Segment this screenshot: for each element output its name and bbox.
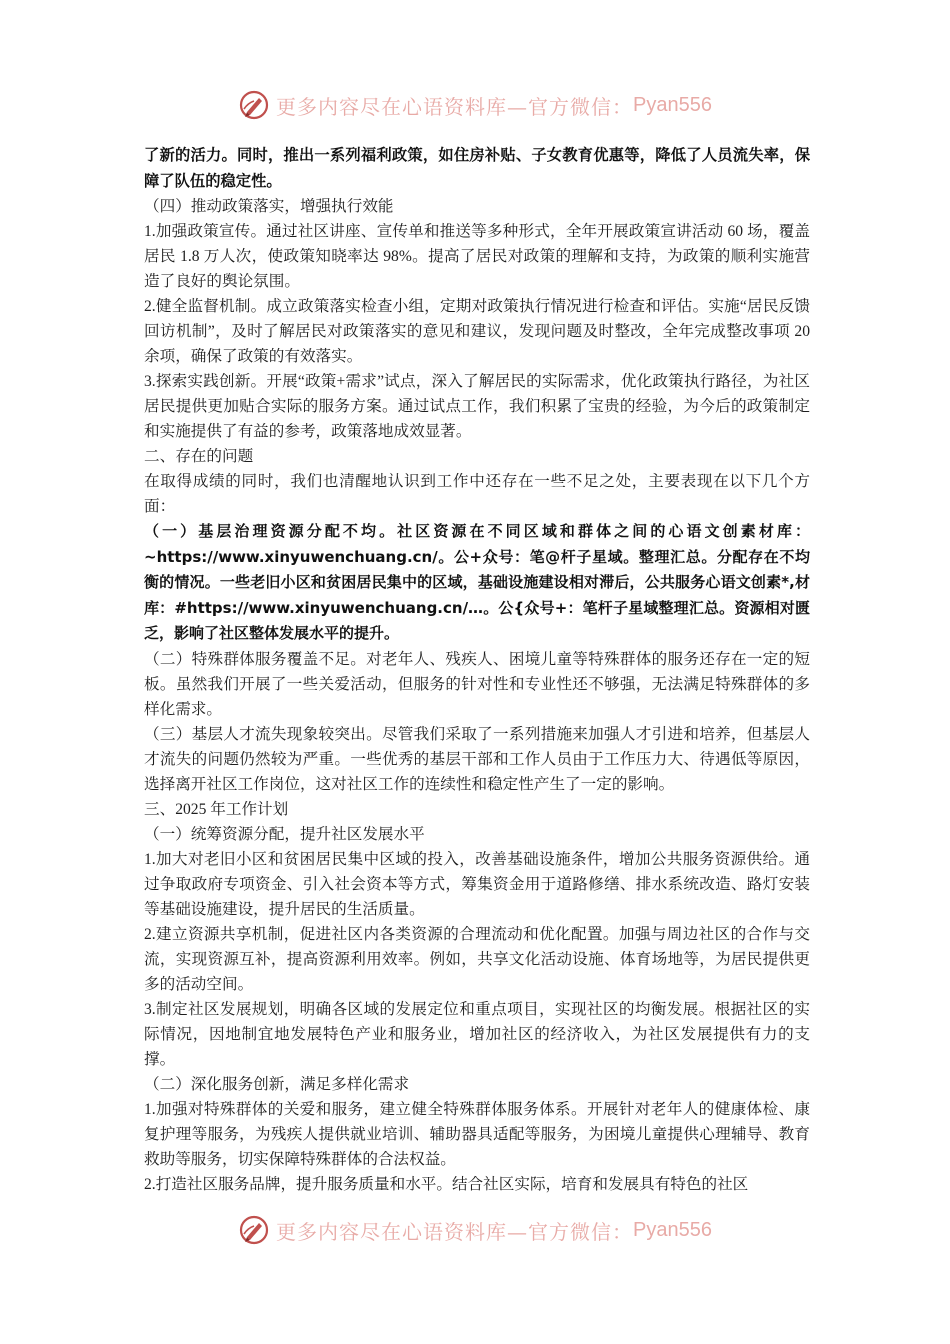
paragraph: （二）特殊群体服务覆盖不足。对老年人、残疾人、困境儿童等特殊群体的服务还存在一定的短板。虽然我们开展了一些关爱活动，但服务的针对性和专业性还不够强，无法满足特殊群体的多样化需求。 [144,650,810,718]
paragraph: 1.加大对老旧小区和贫困居民集中区域的投入，改善基础设施条件，增加公共服务资源供给。通过争取政府专项资金、引入社会资本等方式，筹集资金用于道路修缮、排水系统改造、路灯安装等基础设施建设，提升居民的生活质量。 [144,850,810,918]
paragraph: 3.制定社区发展规划，明确各区域的发展定位和重点项目，实现社区的均衡发展。根据社区的实际情况，因地制宜地发展特色产业和服务业，增加社区的经济收入，为社区发展提供有力的支撑。 [144,1000,810,1068]
paragraph: 在取得成绩的同时，我们也清醒地认识到工作中还存在一些不足之处，主要表现在以下几个方面： [144,473,810,515]
section-heading: （四）推动政策落实，增强执行效能 [144,198,394,215]
banner-wechat-id: Pyan556 [633,1218,712,1241]
section-heading: 二、存在的问题 [144,448,254,465]
paragraph: 2.建立资源共享机制，促进社区内各类资源的合理流动和优化配置。加强与周边社区的合作与交流，实现资源互补，提高资源利用效率。例如，共享文化活动设施、体育场地等，为居民提供更多的活动空间。 [144,925,810,993]
paragraph: 1.加强对特殊群体的关爱和服务，建立健全特殊群体服务体系。开展针对老年人的健康体检、康复护理等服务，为残疾人提供就业培训、辅助器具适配等服务，为困境儿童提供心理辅导、教育救助等服务，切实保障特殊群体的合法权益。 [144,1100,810,1168]
paragraph: 3.探索实践创新。开展“政策+需求”试点，深入了解居民的实际需求，优化政策执行路径，为社区居民提供更加贴合实际的服务方案。通过试点工作，我们积累了宝贵的经验，为今后的政策制定和实施提供了有益的参考，政策落地成效显著。 [144,373,810,440]
paragraph: 1.加强政策宣传。通过社区讲座、宣传单和推送等多种形式，全年开展政策宣讲活动 60 场，覆盖居民 1.8 万人次，使政策知晓率达 98%。提高了居民对政策的理解和支持，为政策的顺利实施营造了良好的舆论氛围。 [144,223,810,290]
paragraph: 了新的活力。同时，推出一系列福利政策，如住房补贴、子女教育优惠等，降低了人员流失率，保障了队伍的稳定性。 [144,146,810,190]
footer-banner[interactable] [0,1210,950,1250]
section-heading: 三、2025 年工作计划 [144,800,289,818]
banner-wechat-id: Pyan556 [633,93,712,116]
paragraph: 2.健全监督机制。成立政策落实检查小组，定期对政策执行情况进行检查和评估。实施“居民反馈回访机制”，及时了解居民对政策落实的意见和建议，发现问题及时整改，全年完成整改事项 20 余项，确保了政策的有效落实。 [144,298,810,365]
pen-logo-icon [238,89,270,121]
pen-logo-icon [238,1214,270,1246]
paragraph: （三）基层人才流失现象较突出。尽管我们采取了一系列措施来加强人才引进和培养，但基层人才流失的问题仍然较为严重。一些优秀的基层干部和工作人员由于工作压力大、待遇低等原因，选择离开社区工作岗位，这对社区工作的连续性和稳定性产生了一定的影响。 [144,725,810,793]
banner-text: 更多内容尽在心语资料库—官方微信： [276,1219,634,1244]
section-heading: （一）统筹资源分配，提升社区发展水平 [144,825,425,843]
paragraph: 2.打造社区服务品牌，提升服务质量和水平。结合社区实际，培育和发展具有特色的社区 [144,1175,749,1193]
section-heading: （二）深化服务创新，满足多样化需求 [144,1075,410,1093]
header-banner[interactable] [0,85,950,125]
paragraph-bold: （一）基层治理资源分配不均。社区资源在不同区域和群体之间的心语文创素材库：~https://www.xinyuwenchuang.cn/。公+众号：笔@杆子星域。整理汇总。分配存在不均衡的情况。一些老旧小区和贫困居民集中的区域，基础设施建设相对滞后，公共服务心语文创素*,材库：#https://www.xinyuwenchuang.cn/…。公{众号+：笔杆子星域整理汇总。资源相对匮乏，影响了社区整体发展水平的提升。 [144,522,810,642]
banner-text: 更多内容尽在心语资料库—官方微信： [276,94,634,119]
document-body [144,143,810,1197]
